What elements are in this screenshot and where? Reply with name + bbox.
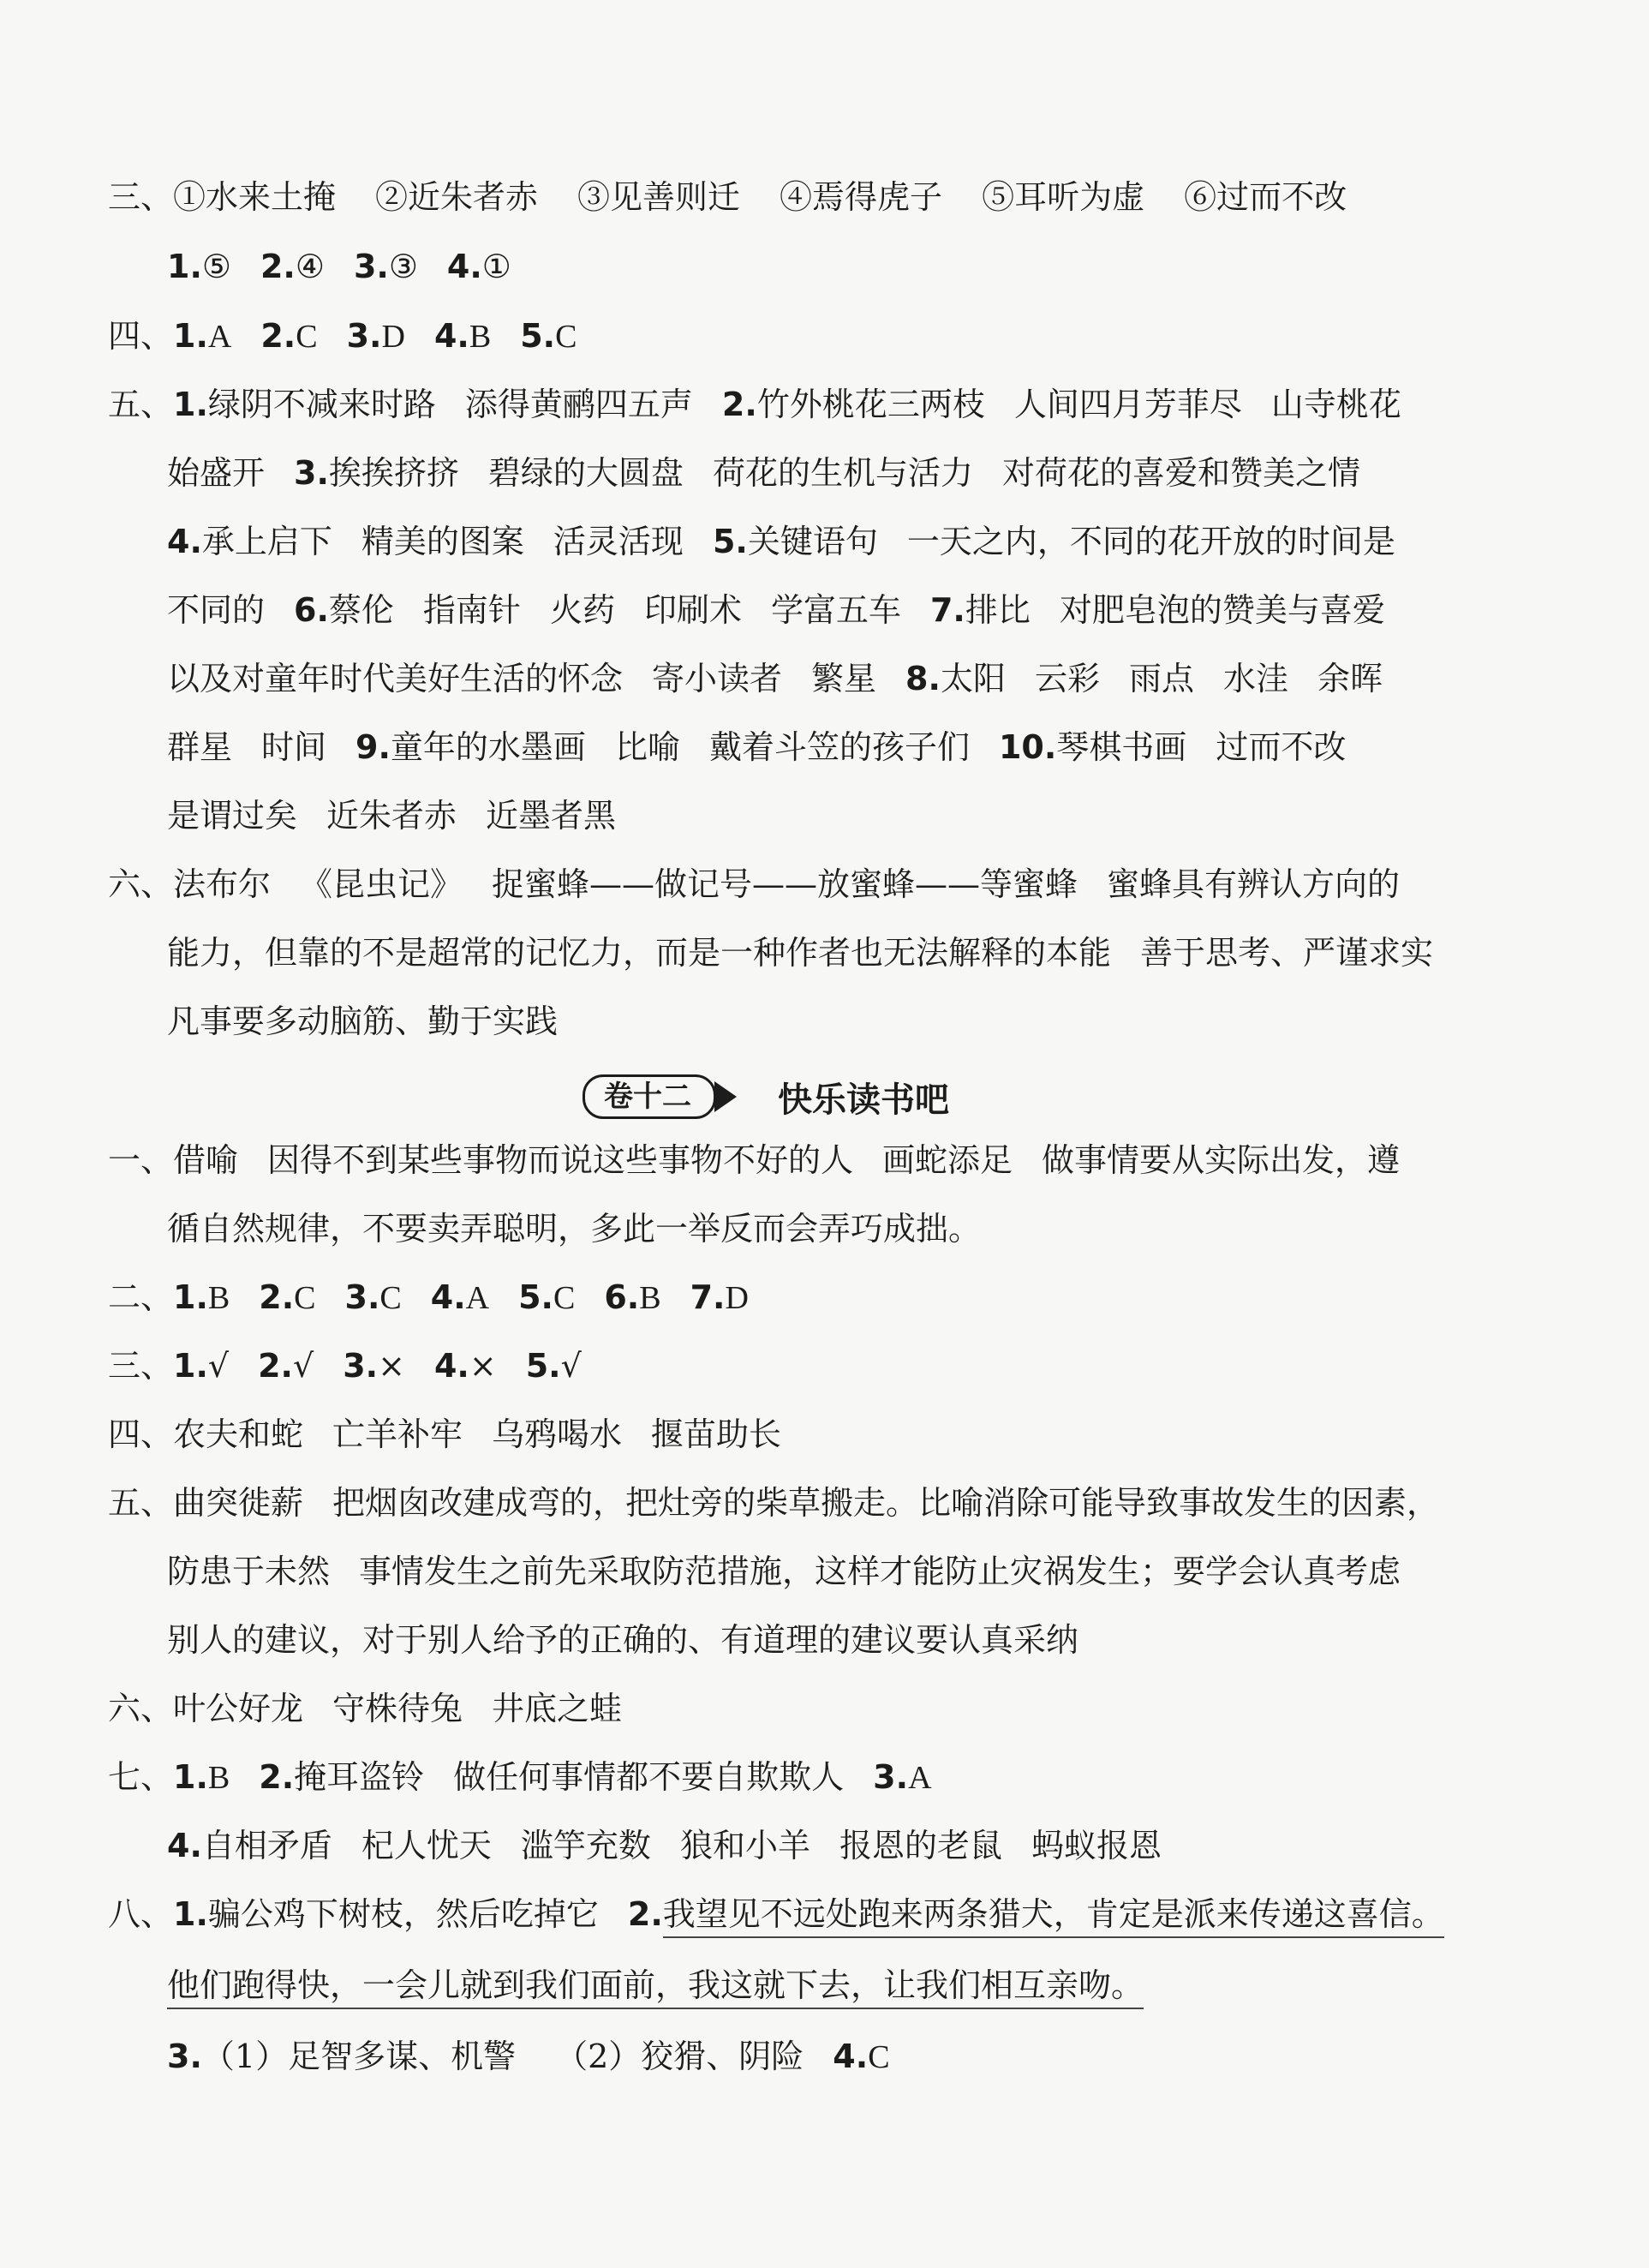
answer-item: 碧绿的大圆盘 — [487, 454, 684, 492]
item-number: 5. — [518, 1278, 553, 1316]
item-number: 7. — [929, 591, 965, 629]
item-number: 3. — [167, 2038, 202, 2075]
answer-item: 承上启下 — [201, 523, 332, 560]
answer-item: 竹外桃花三两枝 — [756, 386, 985, 423]
volume-title: 快乐读书吧 — [778, 1080, 949, 1120]
answer-item: 骗公鸡下树枝，然后吃掉它 — [207, 1895, 599, 1933]
section-b-liu-line — [108, 1686, 622, 1731]
answer-item: 滥竽充数 — [520, 1827, 651, 1864]
section-wu-line-7 — [167, 793, 616, 838]
section-b-qi-line-2 — [167, 1823, 1162, 1868]
item-number: 5. — [712, 523, 748, 560]
answer-item: C — [294, 1280, 316, 1316]
section-wu-line-4 — [167, 588, 1385, 632]
section-b-er-line — [108, 1275, 749, 1320]
section-mark: 五、 — [108, 1484, 174, 1522]
answer-item: 做任何事情都不要自欺欺人 — [453, 1758, 845, 1796]
answer-item: 火药 — [549, 591, 615, 629]
item-number: 3. — [873, 1758, 909, 1796]
item-number: 10. — [998, 728, 1057, 766]
answer-item: 自相矛盾 — [201, 1827, 332, 1864]
item-number: 1. — [173, 1278, 208, 1316]
item-number: 3. — [346, 317, 382, 355]
answer-item: 琴棋书画 — [1056, 728, 1187, 766]
answer-item: 一天之内，不同的花开放的时间是 — [906, 523, 1395, 560]
answer-item: 因得不到某些事物而说这些事物不好的人 — [267, 1141, 854, 1179]
section-mark: 三、 — [108, 178, 174, 216]
check-mark: √ — [207, 1347, 230, 1385]
section-san-line-1 — [108, 175, 1347, 219]
item-number: 2. — [258, 1347, 293, 1385]
answer-item: C — [379, 1280, 402, 1316]
section-mark: 三、 — [108, 1347, 174, 1385]
answer-item: 别人的建议，对于别人给予的正确的、有道理的建议要认真采纳 — [167, 1621, 1079, 1659]
section-wu-line-6 — [167, 725, 1346, 769]
answer-item: ③ — [388, 248, 418, 285]
answer-item: 事情发生之前先采取防范措施，这样才能防止灾祸发生；要学会认真考虑 — [359, 1553, 1401, 1590]
answer-item: C — [868, 2039, 890, 2075]
answer-item: 对肥皂泡的赞美与喜爱 — [1059, 591, 1385, 629]
answer-item: ①水来土掩 — [173, 178, 337, 216]
answer-item: 印刷术 — [643, 591, 742, 629]
item-number: 3. — [353, 248, 389, 285]
answer-item: 蔡伦 — [328, 591, 394, 629]
answer-item: 时间 — [261, 728, 327, 766]
section-mark: 四、 — [108, 1415, 174, 1453]
item-number: 2. — [260, 248, 296, 285]
answer-item: 画蛇添足 — [882, 1141, 1013, 1179]
answer-item: 关键语句 — [747, 523, 878, 560]
answer-item: 掩耳盗铃 — [294, 1758, 425, 1796]
section-b-yi-line-2 — [167, 1206, 981, 1251]
item-number: 1. — [173, 1758, 208, 1796]
item-number: 2. — [259, 1278, 295, 1316]
section-mark: 五、 — [108, 386, 174, 423]
answer-item: C — [553, 1280, 576, 1316]
answer-item: 水洼 — [1222, 660, 1288, 697]
answer-item: 余晖 — [1317, 660, 1383, 697]
answer-item: 排比 — [965, 591, 1031, 629]
answer-item: 蜜蜂具有辨认方向的 — [1107, 865, 1401, 903]
item-number: 4. — [430, 1278, 466, 1316]
sub-number: （2） — [555, 2038, 642, 2075]
section-san-line-2 — [167, 244, 511, 289]
answer-item: 狼和小羊 — [679, 1827, 810, 1864]
item-number: 1. — [173, 1347, 208, 1385]
answer-item: 雨点 — [1128, 660, 1194, 697]
section-wu-line-2 — [167, 451, 1360, 495]
item-number: 5. — [520, 317, 556, 355]
section-b-ba-line-3 — [167, 2034, 890, 2079]
section-liu-line-3 — [167, 999, 558, 1044]
answer-item: B — [207, 1280, 230, 1316]
answer-item: 捉蜜蜂——做记号——放蜜蜂——等蜜蜂 — [492, 865, 1078, 903]
answer-item: 比喻 — [614, 728, 680, 766]
item-number: 9. — [355, 728, 391, 766]
section-liu-line-2 — [167, 931, 1433, 975]
section-mark: 八、 — [108, 1895, 174, 1933]
item-number: 4. — [167, 523, 202, 560]
item-number: 4. — [433, 317, 469, 355]
answer-item: D — [381, 319, 405, 355]
play-arrow-icon — [714, 1081, 737, 1112]
cross-mark: × — [378, 1347, 405, 1385]
answer-item: 叶公好龙 — [173, 1690, 304, 1727]
answer-item: 活灵活现 — [553, 523, 684, 560]
answer-item: 井底之蛙 — [492, 1690, 623, 1727]
item-number: 5. — [525, 1347, 561, 1385]
check-mark: √ — [293, 1347, 314, 1385]
item-number: 2. — [259, 1758, 295, 1796]
section-wu-line-1 — [108, 382, 1401, 427]
item-number: 1. — [173, 317, 208, 355]
answer-item: 借喻 — [173, 1141, 239, 1179]
answer-item: 始盛开 — [167, 454, 266, 492]
answer-item: 亡羊补牢 — [332, 1415, 463, 1453]
answer-item: 山寺桃花 — [1270, 386, 1401, 423]
answer-item: 近墨者黑 — [486, 797, 617, 835]
answer-item: 云彩 — [1034, 660, 1100, 697]
underlined-sentence: 我望见不远处跑来两条猎犬，肯定是派来传递这喜信。 — [663, 1895, 1444, 1938]
answer-item: 能力，但靠的不是超常的记忆力，而是一种作者也无法解释的本能 — [167, 934, 1112, 972]
section-mark: 四、 — [108, 317, 174, 355]
answer-item: 繁星 — [811, 660, 877, 697]
answer-item: 农夫和蛇 — [173, 1415, 304, 1453]
section-b-wu-line-2 — [167, 1549, 1401, 1594]
item-number: 1. — [173, 1895, 208, 1933]
check-mark: √ — [560, 1347, 582, 1385]
answer-item: 不同的 — [167, 591, 266, 629]
item-number: 4. — [446, 248, 482, 285]
item-number: 6. — [294, 591, 329, 629]
answer-item: ④ — [295, 248, 325, 285]
answer-item: 杞人忧天 — [361, 1827, 492, 1864]
section-mark: 六、 — [108, 865, 174, 903]
section-wu-line-5 — [167, 656, 1383, 701]
answer-item: 荷花的生机与活力 — [712, 454, 973, 492]
section-b-yi-line-1 — [108, 1138, 1400, 1182]
item-number: 1. — [167, 248, 202, 285]
answer-item: 凡事要多动脑筋、勤于实践 — [167, 1002, 559, 1040]
section-b-wu-line-3 — [167, 1618, 1078, 1662]
item-number: 2. — [260, 317, 296, 355]
answer-item: 狡猾、阴险 — [641, 2038, 804, 2075]
section-b-si-line — [108, 1412, 781, 1457]
answer-item: D — [725, 1280, 749, 1316]
answer-item: ⑤耳听为虚 — [982, 178, 1145, 216]
answer-item: 以及对童年时代美好生活的怀念 — [167, 660, 624, 697]
answer-item: ⑥过而不改 — [1184, 178, 1347, 216]
item-number: 7. — [690, 1278, 726, 1316]
answer-item: B — [207, 1760, 230, 1796]
answer-item: C — [296, 319, 318, 355]
answer-item: 善于思考、严谨求实 — [1140, 934, 1434, 972]
section-mark: 二、 — [108, 1278, 174, 1316]
answer-item: 报恩的老鼠 — [839, 1827, 1002, 1864]
answer-item: 揠苗助长 — [651, 1415, 782, 1453]
answer-item: A — [465, 1280, 490, 1316]
answer-item: 蚂蚁报恩 — [1031, 1827, 1162, 1864]
item-number: 2. — [627, 1895, 663, 1933]
item-number: 4. — [167, 1827, 202, 1864]
answer-item: 精美的图案 — [361, 523, 524, 560]
answer-item: 足智多谋、机警 — [288, 2038, 517, 2075]
item-number: 1. — [173, 386, 208, 423]
section-b-ba-line-1 — [108, 1892, 1444, 1936]
answer-item: 寄小读者 — [652, 660, 783, 697]
answer-item: 防患于未然 — [167, 1553, 331, 1590]
section-mark: 一、 — [108, 1141, 174, 1179]
answer-item: C — [555, 319, 577, 355]
answer-item: 童年的水墨画 — [390, 728, 586, 766]
item-number: 8. — [905, 660, 941, 697]
volume-banner — [583, 1071, 949, 1122]
answer-item: 对荷花的喜爱和赞美之情 — [1001, 454, 1360, 492]
answer-item: 曲突徙薪 — [173, 1484, 304, 1522]
answer-item: 过而不改 — [1216, 728, 1347, 766]
item-number: 6. — [604, 1278, 640, 1316]
answer-item: A — [908, 1760, 932, 1796]
section-b-ba-line-2 — [167, 1963, 1144, 2008]
answer-item: 添得黄鹂四五声 — [464, 386, 693, 423]
section-b-wu-line-1 — [108, 1481, 1439, 1525]
section-mark: 七、 — [108, 1758, 174, 1796]
answer-item: 戴着斗笠的孩子们 — [708, 728, 970, 766]
answer-item: B — [639, 1280, 661, 1316]
answer-item: B — [469, 319, 492, 355]
answer-item: ⑤ — [201, 248, 231, 285]
cross-mark: × — [469, 1347, 497, 1385]
section-b-qi-line-1 — [108, 1755, 932, 1799]
answer-item: ① — [481, 248, 511, 285]
answer-item: 乌鸦喝水 — [492, 1415, 623, 1453]
answer-item: 太阳 — [940, 660, 1006, 697]
answer-item: 法布尔 — [173, 865, 272, 903]
answer-item: 守株待兔 — [332, 1690, 463, 1727]
answer-item: 循自然规律，不要卖弄聪明，多此一举反而会弄巧成拙。 — [167, 1210, 982, 1248]
answer-item: 指南针 — [422, 591, 521, 629]
item-number: 4. — [433, 1347, 469, 1385]
answer-item: ④焉得虎子 — [780, 178, 943, 216]
section-b-san-line — [108, 1343, 582, 1388]
answer-item: 绿阴不减来时路 — [207, 386, 436, 423]
answer-item: 群星 — [167, 728, 233, 766]
item-number: 3. — [344, 1278, 380, 1316]
answer-item: 学富五车 — [770, 591, 901, 629]
answer-item: 《昆虫记》 — [300, 865, 463, 903]
item-number: 4. — [833, 2038, 869, 2075]
sub-number: （1） — [201, 2038, 289, 2075]
item-number: 2. — [721, 386, 757, 423]
answer-item: 人间四月芳菲尽 — [1013, 386, 1242, 423]
section-liu-line-1 — [108, 862, 1400, 907]
answer-item: 把烟囱改建成弯的，把灶旁的柴草搬走。比喻消除可能导致事故发生的因素， — [332, 1484, 1440, 1522]
answer-item: A — [207, 319, 232, 355]
answer-item: 近朱者赤 — [326, 797, 457, 835]
volume-tag: 卷十二 — [583, 1074, 716, 1119]
answer-item: 挨挨挤挤 — [328, 454, 459, 492]
underlined-sentence: 他们跑得快，一会儿就到我们面前，我这就下去，让我们相互亲吻。 — [167, 1966, 1144, 2009]
item-number: 3. — [343, 1347, 379, 1385]
answer-item: 做事情要从实际出发，遵 — [1042, 1141, 1401, 1179]
answer-item: ②近朱者赤 — [375, 178, 539, 216]
item-number: 3. — [294, 454, 329, 492]
section-mark: 六、 — [108, 1690, 174, 1727]
section-si-line — [108, 314, 577, 358]
answer-item: 是谓过矣 — [167, 797, 298, 835]
section-wu-line-3 — [167, 519, 1395, 564]
answer-item: ③见善则迁 — [577, 178, 741, 216]
